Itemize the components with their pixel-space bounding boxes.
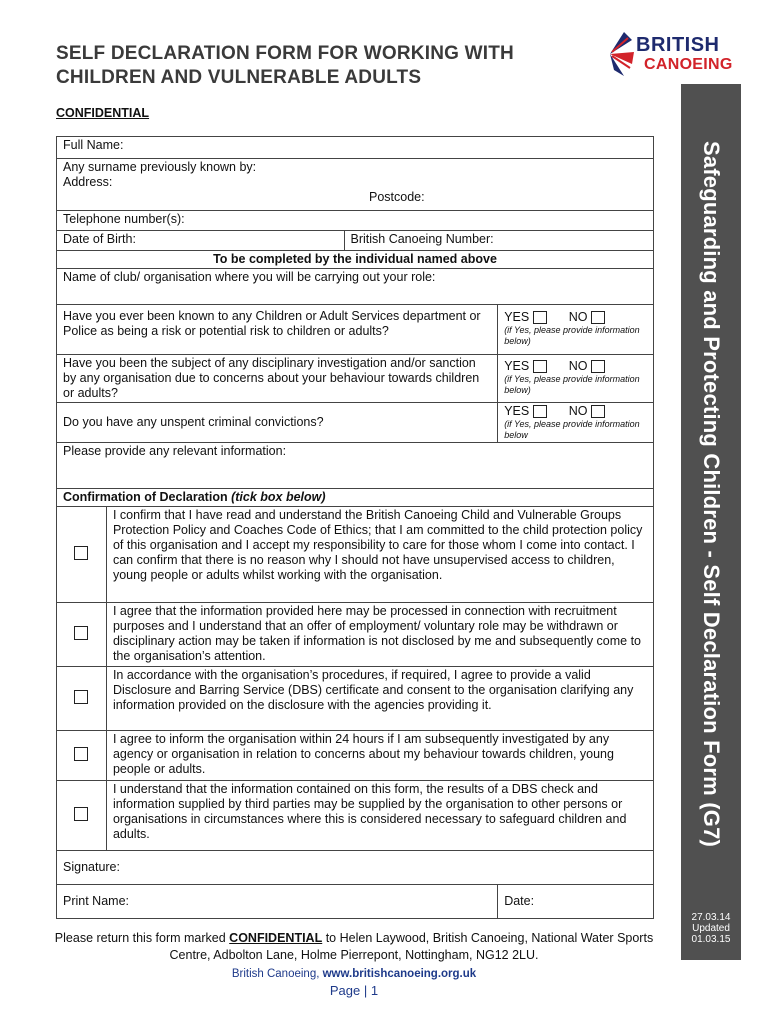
- instruction-row: To be completed by the individual named above: [57, 251, 654, 269]
- website-link[interactable]: www.britishcanoeing.org.uk: [322, 968, 477, 980]
- tick-cell-1: [57, 507, 107, 603]
- club-field[interactable]: Name of club/ organisation where you will be carrying out your role:: [57, 269, 654, 305]
- no-checkbox-2[interactable]: [591, 360, 605, 373]
- declaration-form-table: [56, 136, 654, 919]
- statement-3: In accordance with the organisation’s procedures, if required, I agree to provide a valid Disclosure and Barring Service (DBS) certificate and consent to the organisation clarifying any information provided on the disclosure with the agencies providing it.: [106, 667, 653, 731]
- statement-2: I agree that the information provided here may be processed in connection with recruitment purposes and I understand that an offer of employment/ voluntary role may be withdrawn or disciplinary action may be taken if information is not disclosed by me and subsequently come to the organisation’s attention.: [106, 603, 653, 667]
- confirmation-heading: [57, 489, 654, 507]
- return-text-post: to Helen Laywood, British Canoeing, National Water Sports Centre, Adbolton Lane, Holme Pierrepont, Nottingham, NG12 2LU.: [169, 931, 654, 962]
- confirmation-subtitle: (tick box below): [231, 490, 326, 504]
- date-updated-label: Updated: [692, 923, 730, 934]
- no-label: NO: [568, 404, 588, 418]
- relevant-info-field[interactable]: Please provide any relevant information:: [57, 443, 654, 489]
- confidential-label: CONFIDENTIAL: [56, 106, 150, 120]
- yes-note: (if Yes, please provide information below): [504, 325, 640, 346]
- yes-checkbox-2[interactable]: [533, 360, 547, 373]
- sidebar-title: Safeguarding and Protecting Children - Self Declaration Form (G7): [699, 140, 724, 848]
- yes-checkbox-3[interactable]: [533, 405, 547, 418]
- statement-5: I understand that the information contained on this form, the results of a DBS check and information supplied by third parties may be supplied by the organisation to other persons or organisations in circumstances where this is considered necessary to safeguard children and adults.: [106, 781, 653, 851]
- tick-checkbox-2[interactable]: [74, 626, 88, 640]
- date-created: 27.03.14: [691, 912, 731, 923]
- print-name-field[interactable]: Print Name:: [57, 885, 498, 919]
- question-3: Do you have any unspent criminal convictions?: [57, 403, 498, 443]
- date-field[interactable]: Date:: [498, 885, 654, 919]
- sidebar-dates: [681, 912, 741, 945]
- website-line: [48, 968, 660, 980]
- yes-note: (if Yes, please provide information below: [504, 419, 640, 440]
- website-prefix: British Canoeing,: [231, 968, 323, 980]
- title-line-1: SELF DECLARATION FORM FOR WORKING WITH: [56, 43, 514, 64]
- date-updated: 01.03.15: [691, 934, 731, 945]
- yes-label: YES: [504, 404, 530, 418]
- sidebar-banner: [681, 84, 741, 904]
- no-label: NO: [568, 359, 588, 373]
- answer-2: [498, 355, 654, 403]
- statement-4: I agree to inform the organisation within 24 hours if I am subsequently investigated by any agency or organisation in relation to concerns about my behaviour towards children, young people or adults.: [106, 731, 653, 781]
- address-label: Address:: [63, 175, 113, 189]
- confirmation-title: Confirmation of Declaration: [63, 490, 228, 504]
- return-confidential: CONFIDENTIAL: [229, 931, 323, 945]
- answer-3: [498, 403, 654, 443]
- tick-cell-2: [57, 603, 107, 667]
- telephone-field[interactable]: Telephone number(s):: [57, 211, 654, 231]
- tick-cell-3: [57, 667, 107, 731]
- british-canoeing-logo: [606, 26, 746, 82]
- tick-cell-4: [57, 731, 107, 781]
- return-text-pre: Please return this form marked: [54, 931, 230, 945]
- full-name-field[interactable]: Full Name:: [57, 137, 654, 159]
- return-instructions: [48, 930, 660, 964]
- page-number: Page | 1: [329, 983, 379, 998]
- yes-note: (if Yes, please provide information below): [504, 374, 640, 395]
- signature-field[interactable]: Signature:: [57, 851, 654, 885]
- logo-word-british: BRITISH: [636, 34, 720, 56]
- answer-1: [498, 305, 654, 355]
- no-label: NO: [568, 310, 588, 324]
- tick-checkbox-5[interactable]: [74, 807, 88, 821]
- no-checkbox-3[interactable]: [591, 405, 605, 418]
- form-title: [56, 42, 616, 90]
- statement-1: I confirm that I have read and understand the British Canoeing Child and Vulnerable Groups Protection Policy and Coaches Code of Ethics; that I am committed to the child protection policy of this organisation and I accept my responsibility to care for those whom I come into contact. I can confirm that there is no reason why I should not have unsupervised access to children, young people or adults whilst working with the organisation.: [106, 507, 653, 603]
- tick-cell-5: [57, 781, 107, 851]
- union-flag-paddle-icon: [606, 30, 636, 78]
- logo-word-canoeing: CANOEING: [644, 56, 733, 73]
- tick-checkbox-4[interactable]: [74, 747, 88, 761]
- postcode-label: Postcode:: [369, 190, 425, 204]
- question-2: Have you been the subject of any disciplinary investigation and/or sanction by any organisation due to concerns about your behaviour towards children or adults?: [57, 355, 498, 403]
- yes-label: YES: [504, 359, 530, 373]
- question-1: Have you ever been known to any Children or Adult Services department or Police as being a risk or potential risk to children or adults?: [57, 305, 498, 355]
- dob-field[interactable]: Date of Birth:: [57, 231, 345, 251]
- address-block[interactable]: [57, 159, 654, 211]
- title-line-2: CHILDREN AND VULNERABLE ADULTS: [56, 67, 422, 88]
- no-checkbox-1[interactable]: [591, 311, 605, 324]
- tick-checkbox-3[interactable]: [74, 690, 88, 704]
- surname-label: Any surname previously known by:: [63, 160, 257, 174]
- yes-checkbox-1[interactable]: [533, 311, 547, 324]
- tick-checkbox-1[interactable]: [74, 546, 88, 560]
- bc-number-field[interactable]: British Canoeing Number:: [344, 231, 654, 251]
- yes-label: YES: [504, 310, 530, 324]
